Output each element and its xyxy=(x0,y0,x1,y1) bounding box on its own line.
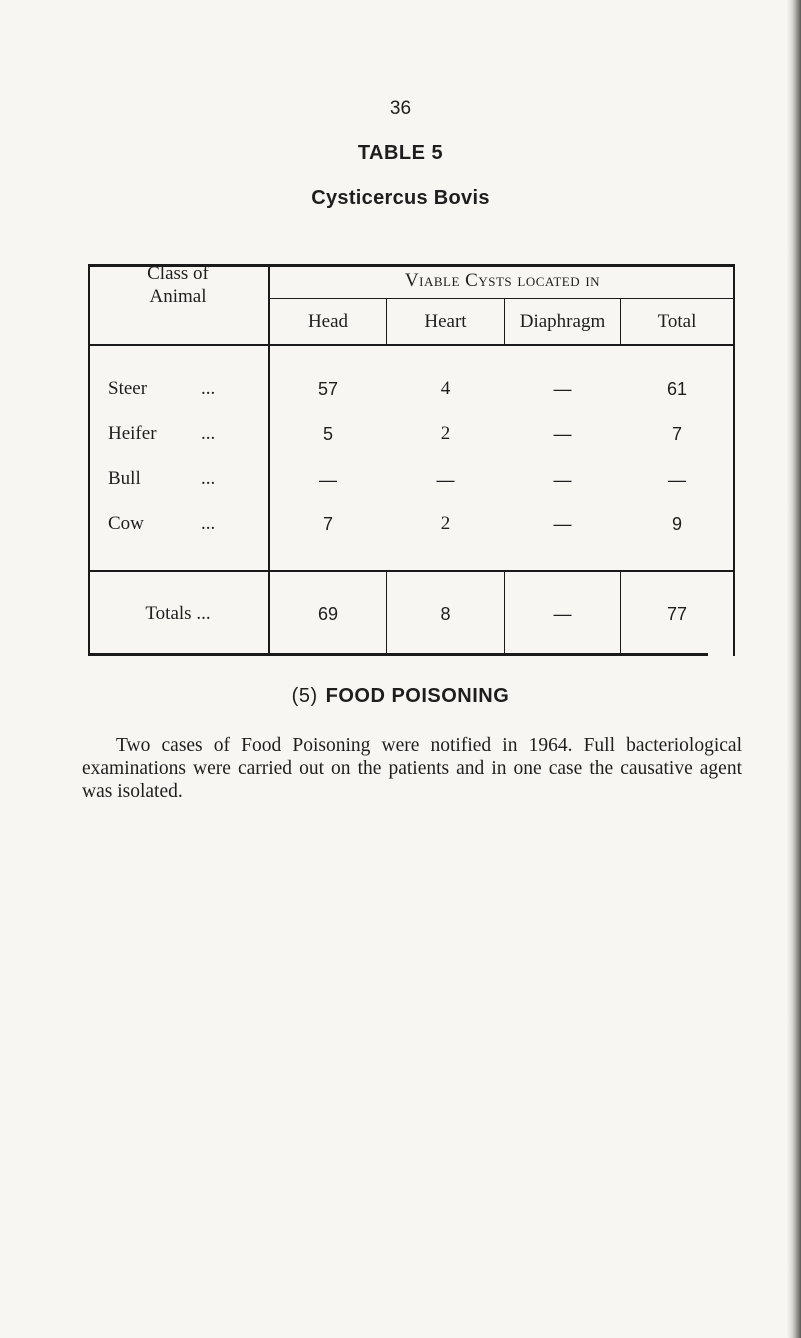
row-head-value: 7 xyxy=(322,514,333,534)
totals-label: Totals ... xyxy=(145,603,211,624)
row-heart-value: 2 xyxy=(440,513,451,534)
row-animal-steer: Steer xyxy=(108,378,148,399)
row-animal-heifer: Heifer xyxy=(108,423,157,444)
body-paragraph: Two cases of Food Poisoning were notified in 1964. Full bacteriological examinations were carried out on the patients and in one case the causative agent was isolated. xyxy=(82,735,742,802)
cysticercus-table xyxy=(88,264,735,656)
section-number: (5) xyxy=(291,685,318,707)
totals-head-value: 69 xyxy=(317,604,339,624)
row-dots: ... xyxy=(201,423,216,444)
row-total-value: — xyxy=(668,470,686,490)
row-total-value: 61 xyxy=(666,379,688,399)
row-head-value: 57 xyxy=(317,379,339,399)
row-heart-value: 2 xyxy=(440,423,451,444)
section-title: FOOD POISONING xyxy=(325,685,510,707)
header-total: Total xyxy=(657,311,697,332)
row-head-value: — xyxy=(319,470,337,490)
table-left-rule xyxy=(88,264,90,656)
row-dots: ... xyxy=(201,378,216,399)
row-diaphragm-value: — xyxy=(553,470,572,490)
header-viable-cysts: Viable Cysts located in xyxy=(404,270,601,291)
section-heading xyxy=(0,685,801,708)
row-diaphragm-value: — xyxy=(553,424,572,444)
header-animal: Animal xyxy=(149,286,207,307)
page-number: 36 xyxy=(389,98,412,119)
row-heart-value: — xyxy=(436,470,455,490)
totals-diaphragm-value: — xyxy=(553,604,572,624)
row-animal-bull: Bull xyxy=(108,468,141,489)
row-dots: ... xyxy=(201,468,216,489)
table-subtitle: Cysticercus Bovis xyxy=(311,187,490,209)
page-edge-shadow xyxy=(787,0,801,1338)
totals-heart-value: 8 xyxy=(440,604,451,624)
totals-total-value: 77 xyxy=(666,604,688,624)
table-bottom-rule xyxy=(88,653,708,656)
row-heart-value: 4 xyxy=(440,378,451,399)
row-head-value: 5 xyxy=(322,424,333,444)
header-class-of: Class of xyxy=(147,263,209,284)
header-heart: Heart xyxy=(424,311,467,332)
subheader-rule xyxy=(269,298,735,299)
row-animal-cow: Cow xyxy=(108,513,144,534)
header-diaphragm: Diaphragm xyxy=(519,311,606,332)
row-dots: ... xyxy=(201,513,216,534)
row-total-value: 7 xyxy=(671,424,682,444)
row-diaphragm-value: — xyxy=(553,514,572,534)
table-title: TABLE 5 xyxy=(357,142,444,164)
table-right-rule xyxy=(733,264,735,656)
header-head: Head xyxy=(307,311,349,332)
header-bottom-rule xyxy=(88,344,735,346)
row-total-value: 9 xyxy=(671,514,682,534)
totals-top-rule xyxy=(88,570,735,572)
row-diaphragm-value: — xyxy=(553,379,572,399)
